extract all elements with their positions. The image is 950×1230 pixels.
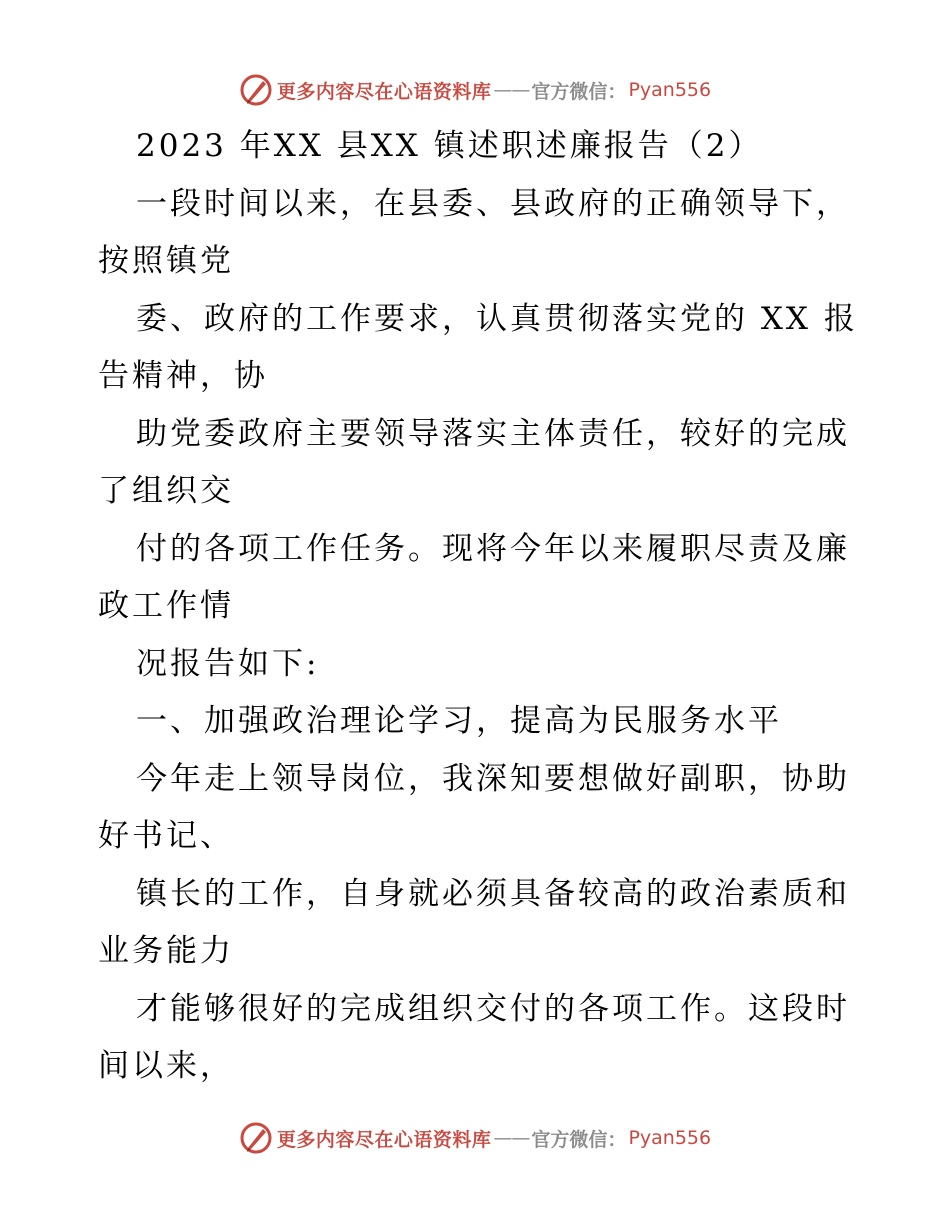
paragraph-line: 付的各项工作任务。现将今年以来履职尽责及廉 [136, 530, 850, 567]
watermark-dash: —— [493, 79, 530, 101]
paragraph-line: 业务能力 [98, 933, 234, 969]
quill-pen-logo-icon [239, 73, 273, 107]
paragraph-line: 好书记、 [98, 818, 234, 854]
paragraph-line: 委、政府的工作要求，认真贯彻落实党的 XX 报 [136, 300, 858, 337]
document-title: 2023 年XX 县XX 镇述职述廉报告（2） [136, 128, 763, 164]
watermark-banner-bottom [0, 1118, 950, 1158]
paragraph-line: 才能够很好的完成组织交付的各项工作。这段时 [136, 990, 850, 1027]
paragraph-line: 政工作情 [98, 588, 234, 624]
paragraph-line: 况报告如下: [136, 645, 320, 682]
paragraph-line: 一段时间以来，在县委、县政府的正确领导下， [136, 185, 850, 222]
paragraph-line: 助党委政府主要领导落实主体责任，较好的完成 [136, 415, 850, 452]
paragraph-line: 镇长的工作，自身就必须具备较高的政治素质和 [136, 875, 850, 912]
paragraph-line: 了组织交 [98, 473, 234, 509]
watermark-label: 官方微信： [531, 1128, 627, 1151]
quill-pen-logo-icon [239, 1121, 273, 1155]
watermark-banner-top [0, 70, 950, 110]
paragraph-line: 今年走上领导岗位，我深知要想做好副职，协助 [136, 760, 850, 797]
section-heading: 一、加强政治理论学习，提高为民服务水平 [136, 703, 782, 739]
paragraph-line: 告精神，协 [98, 358, 268, 394]
watermark-label: 官方微信： [531, 80, 627, 103]
paragraph-line: 按照镇党 [98, 243, 234, 279]
watermark-account: Pyan556 [628, 1127, 712, 1149]
watermark-site-text: 更多内容尽在心语资料库 [276, 80, 492, 103]
watermark-dash: —— [493, 1127, 530, 1149]
paragraph-line: 间以来， [98, 1048, 234, 1084]
watermark-site-text: 更多内容尽在心语资料库 [276, 1128, 492, 1151]
document-body [98, 118, 858, 1096]
watermark-account: Pyan556 [628, 79, 712, 101]
